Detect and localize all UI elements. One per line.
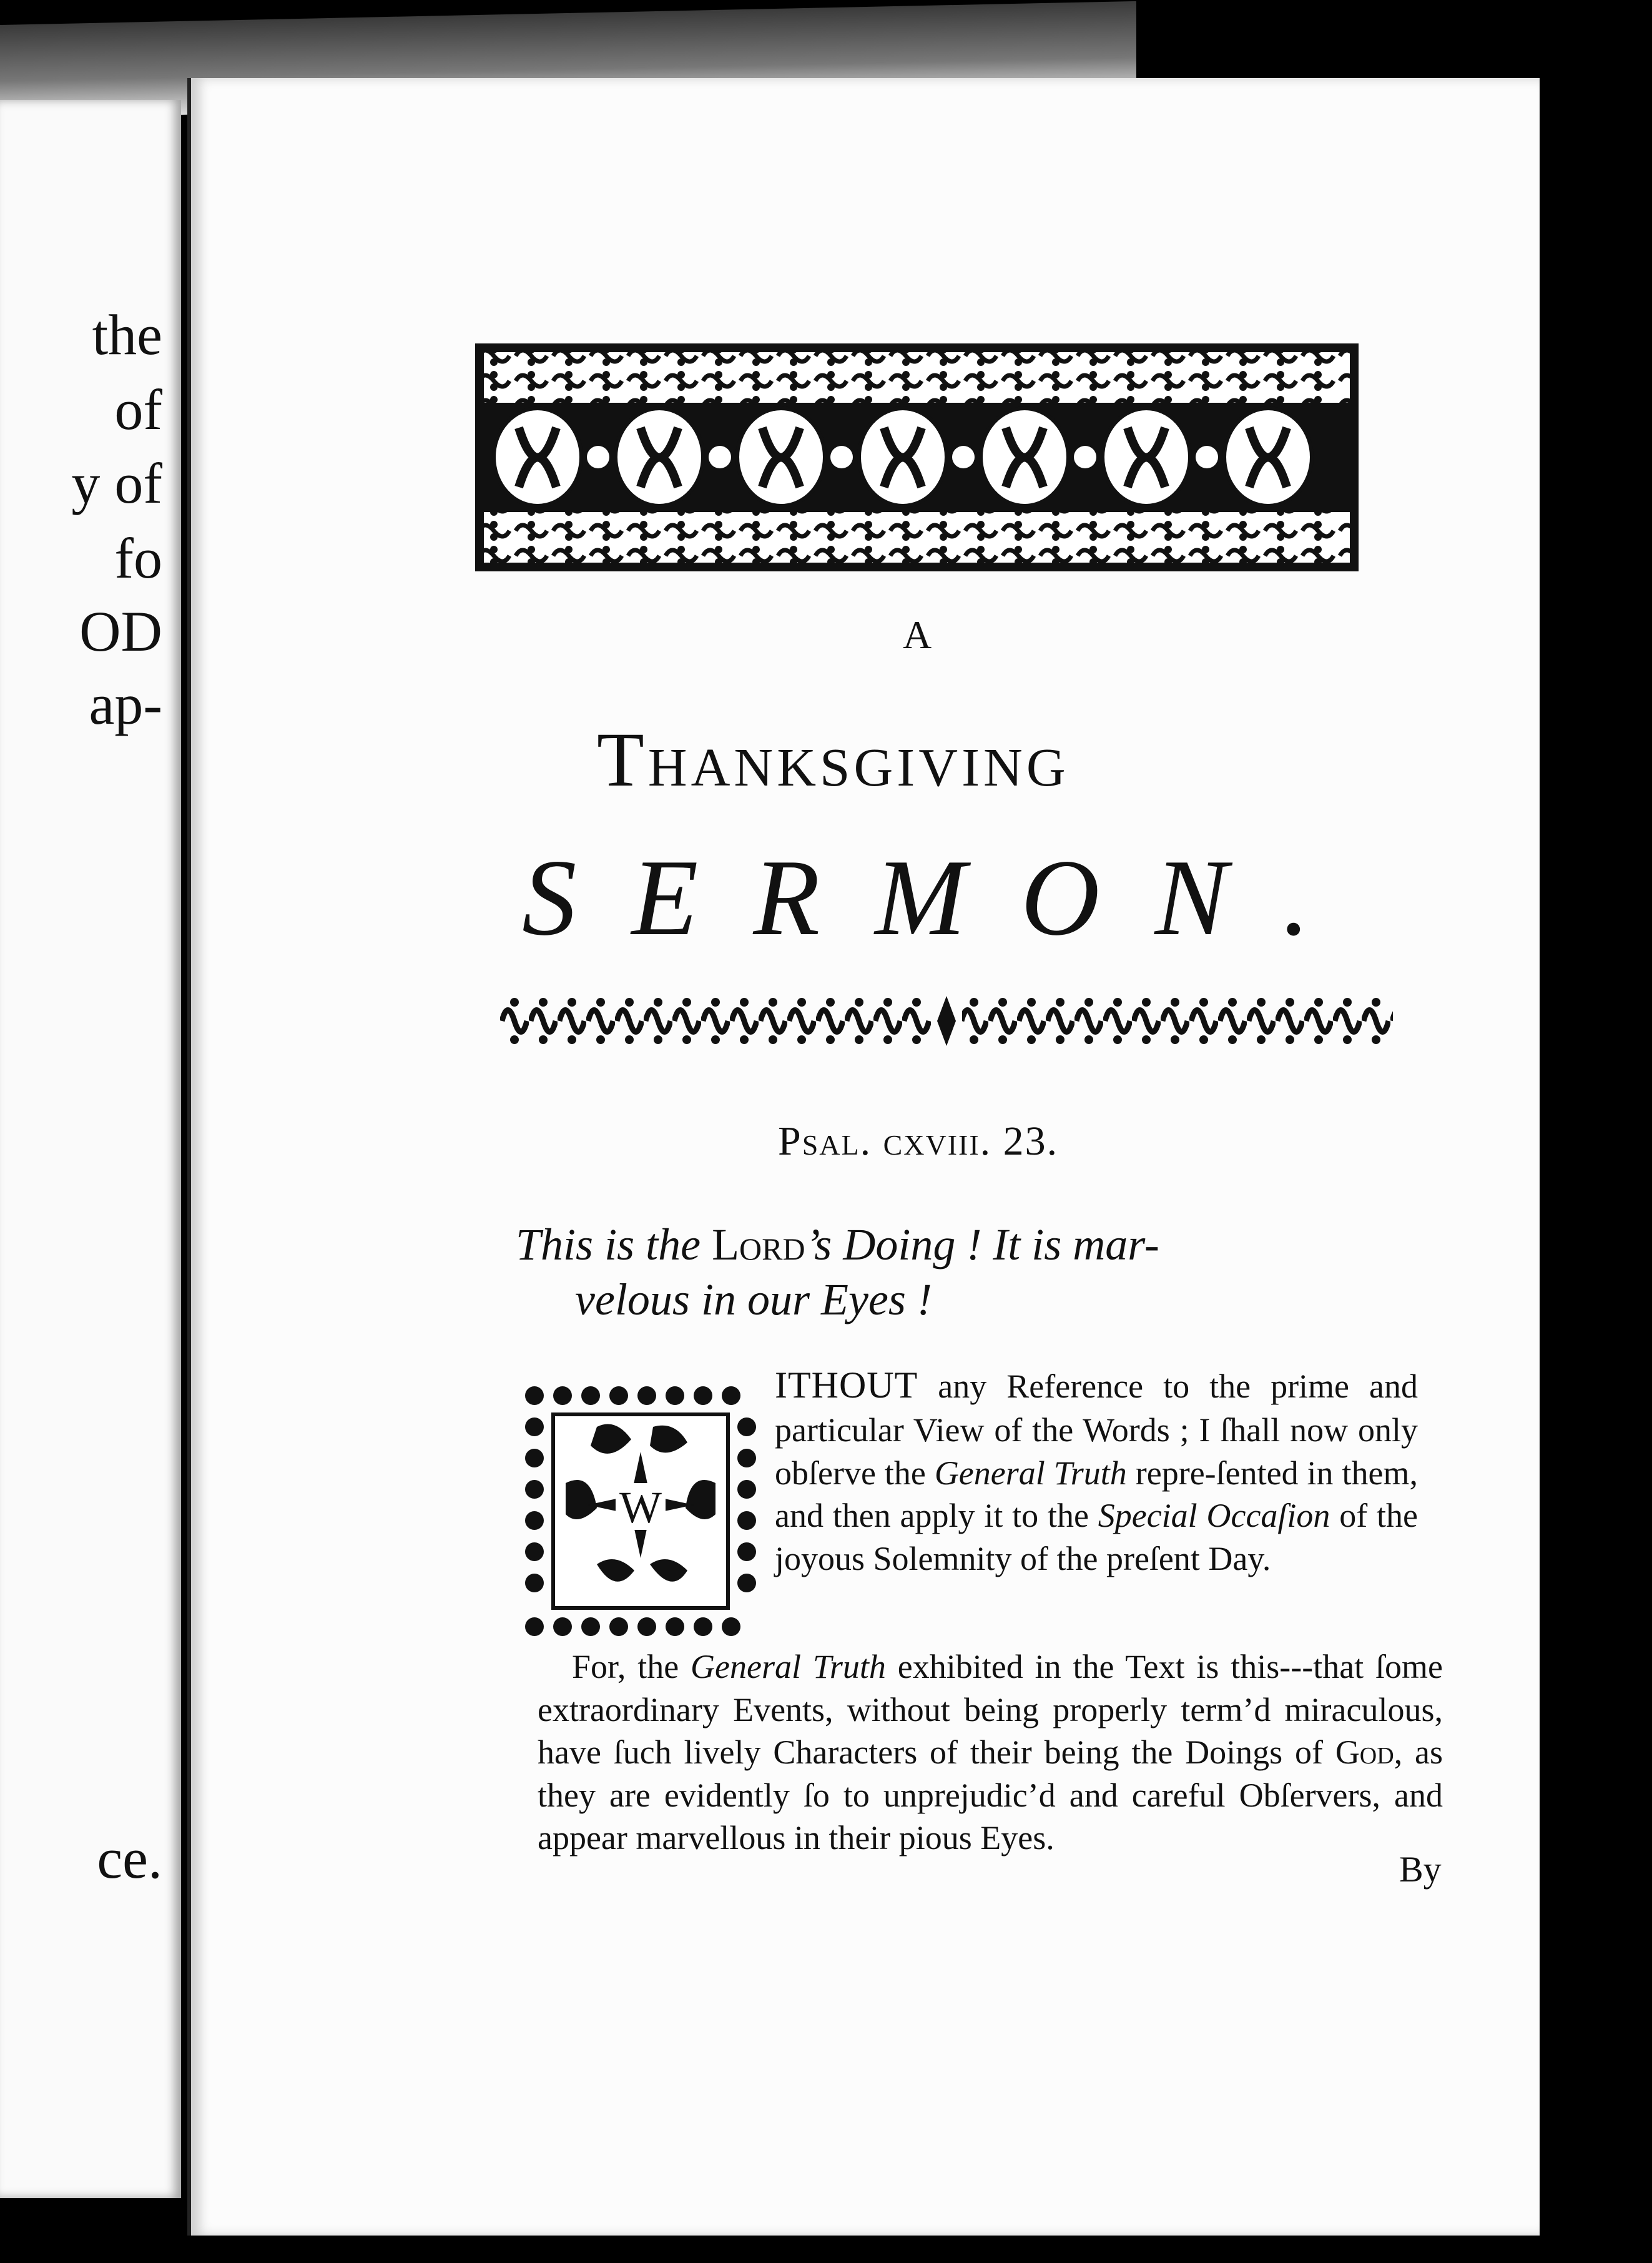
psalm-reference: Psal. cxviii. 23. <box>778 1118 1059 1164</box>
verse-lord: Lord <box>712 1220 805 1270</box>
paragraph-2 <box>538 1645 1443 1860</box>
italic-phrase: Special Occaſion <box>1098 1497 1330 1535</box>
facing-page-fragment: fo <box>114 526 162 590</box>
catchword: By <box>1399 1849 1442 1890</box>
title-sermon: SERMON. <box>522 837 1365 958</box>
dropcap-letter: W <box>619 1482 662 1532</box>
facing-page-fragment: of <box>114 378 162 441</box>
scripture-verse <box>516 1218 1452 1328</box>
italic-phrase: General Truth <box>691 1648 886 1685</box>
title-thanksgiving: Thanksgiving <box>597 717 1069 802</box>
facing-page-fragment: the <box>92 303 162 367</box>
small-caps-word: God <box>1335 1733 1394 1772</box>
verse-part: This is the <box>516 1220 712 1270</box>
verse-part: ’s Doing ! It is mar- <box>805 1220 1159 1270</box>
headpiece-ornament <box>475 343 1359 571</box>
facing-page-fragment: y of <box>71 451 162 515</box>
facing-page-fragment: ap- <box>89 673 162 736</box>
paragraph-text: of the joyous Solemnity of the preſent Day. <box>775 1497 1418 1577</box>
verse-line-2: velous in our Eyes ! <box>575 1274 932 1324</box>
italic-phrase: General Truth <box>934 1454 1127 1492</box>
ornamental-rule <box>500 987 1393 1055</box>
paragraph-1 <box>775 1361 1418 1580</box>
facing-page-fragment: ce. <box>97 1827 162 1890</box>
decorated-initial <box>522 1383 759 1639</box>
paragraph-opening-word: ITHOUT <box>775 1364 918 1406</box>
title-article: A <box>903 613 933 657</box>
paragraph-text: repre-ſented in them, and then apply it to the <box>775 1454 1418 1535</box>
paragraph-text: exhibited in the Text is this---that ſome extraordinary Events, without being properly term’d miraculous, have ſuch lively Characters of their being the Doings of <box>538 1648 1443 1772</box>
paragraph-text: For, the <box>572 1648 691 1685</box>
book-page <box>187 78 1540 2236</box>
paragraph-text: , as they are evidently ſo to unprejudic’d and careful Obſervers, and appear marvellous in their pious Eyes. <box>538 1733 1443 1857</box>
paragraph-text: any Reference to the prime and particular View of the Words ; I ſhall now only obſerve the <box>775 1368 1418 1492</box>
facing-page-edge <box>0 100 181 2198</box>
facing-page-fragment: OD <box>79 599 162 663</box>
